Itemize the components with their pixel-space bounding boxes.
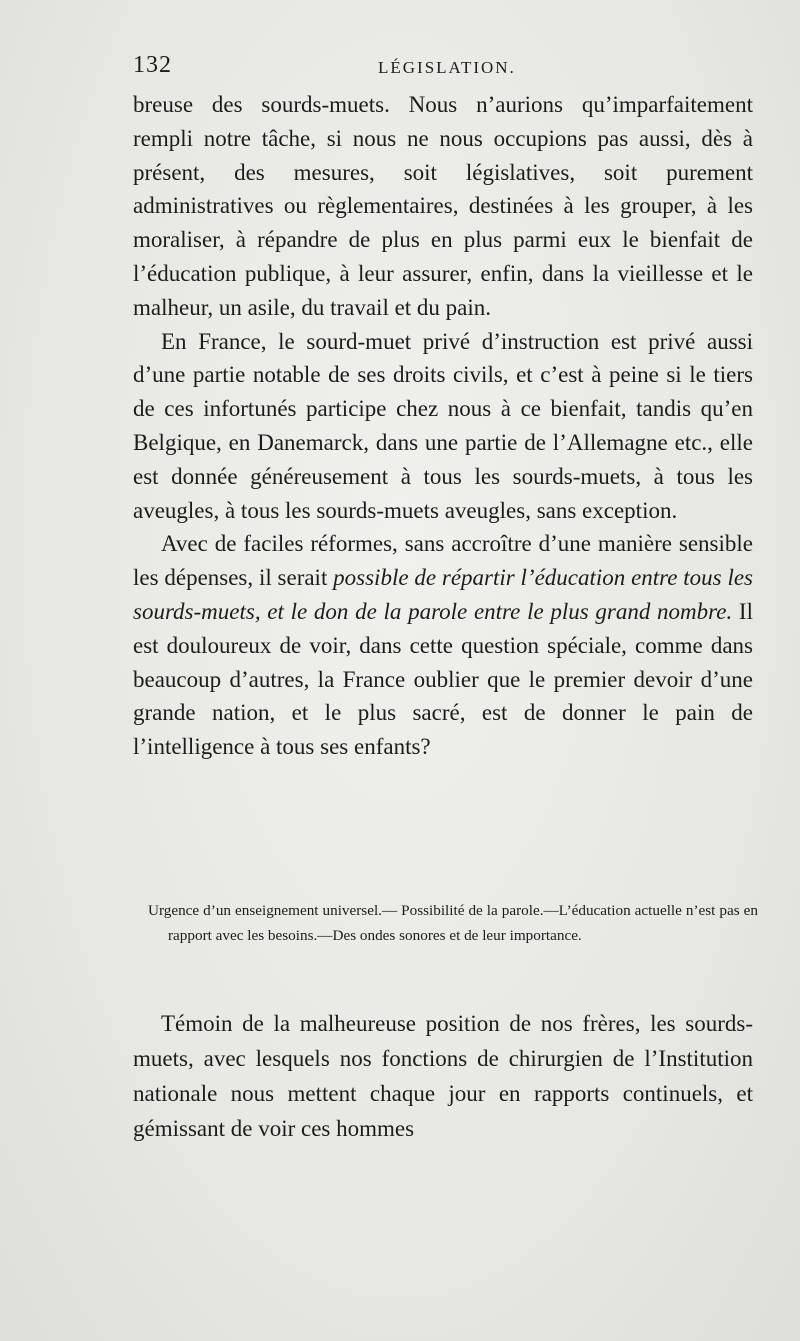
paragraph-2: En France, le sourd-muet privé d’instruction est privé aussi d’une partie notable de ses droits civils, et c’est à peine si le tiers de ces infortunés participe chez nous à ce bienfait, tandis qu’en Belgique, en Danemarck, dans une partie de l’Allemagne etc., elle est donnée généreusement à tous les sourds-muets, à tous les aveugles, à tous les sourds-muets aveugles, sans exception.: [133, 328, 753, 523]
paragraph-1: breuse des sourds-muets. Nous n’aurions qu’imparfaitement rempli notre tâche, si nous ne nous occupions pas aussi, dès à présent, des mesures, soit législatives, soit purement administratives ou règlementaires, destinées à les grouper, à les moraliser, à répandre de plus en plus parmi eux le bienfait de l’éducation publique, à leur assurer, enfin, dans la vieillesse et le malheur, un asile, du travail et du pain.: [133, 92, 753, 320]
page-number: 132: [133, 52, 172, 78]
body-text: [133, 88, 753, 764]
paragraph-3-italic: possible de répartir l’éducation entre tous les sourds-muets, et le don de la parole entre le plus grand nombre.: [133, 565, 753, 624]
paragraph-3-part-1: Avec de faciles réformes, sans accroître d’une manière sensible les dépenses, il serait: [133, 531, 753, 591]
running-head: LÉGISLATION.: [378, 58, 516, 77]
section-summary: Urgence d’un enseignement universel.— Possibilité de la parole.—L’éducation actuelle n’est pas en rapport avec les besoins.—Des ondes sonores et de leur importance.: [148, 902, 758, 944]
page-header: [133, 52, 753, 86]
paragraph-3-part-2: Il est douloureux de voir, dans cette question spéciale, comme dans beaucoup d’autres, la France oublier que le premier devoir d’une grande nation, et le plus sacré, est de donner le pain de l’intelligence à tous ses enfants?: [133, 598, 753, 760]
paragraph-3: [133, 527, 753, 764]
body-text-continued: [133, 1006, 753, 1146]
paragraph-4: Témoin de la malheureuse position de nos frères, les sourds-muets, avec lesquels nos fonctions de chirurgien de l’Institution nationale nous mettent chaque jour en rapports continuels, et gémissant de voir ces hommes: [133, 1011, 753, 1141]
